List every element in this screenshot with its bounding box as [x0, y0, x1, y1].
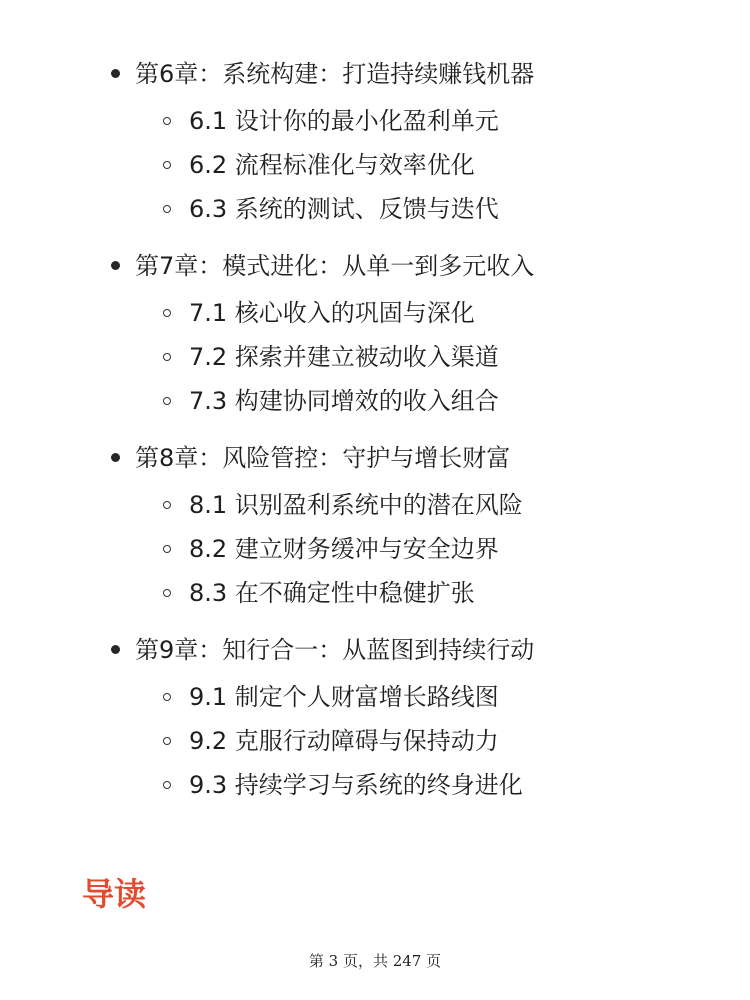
list-item — [0, 145, 750, 189]
section-title: 8.2 建立财务缓冲与安全边界 — [189, 535, 499, 563]
circle-bullet-icon — [163, 781, 171, 789]
chapter-title: 第7章：模式进化：从单一到多元收入 — [135, 252, 535, 280]
section-title: 9.3 持续学习与系统的终身进化 — [189, 771, 523, 799]
section-title: 7.3 构建协同增效的收入组合 — [189, 387, 499, 415]
circle-bullet-icon — [163, 205, 171, 213]
list-item — [0, 101, 750, 145]
section-title: 6.2 流程标准化与效率优化 — [189, 151, 475, 179]
circle-bullet-icon — [163, 309, 171, 317]
chapter-title: 第9章：知行合一：从蓝图到持续行动 — [135, 636, 535, 664]
section-title: 6.3 系统的测试、反馈与迭代 — [189, 195, 499, 223]
list-item — [0, 529, 750, 573]
circle-bullet-icon — [163, 545, 171, 553]
list-item — [0, 381, 750, 425]
section-heading: 导读 — [82, 875, 147, 913]
section-title: 9.2 克服行动障碍与保持动力 — [189, 727, 499, 755]
list-item — [0, 293, 750, 337]
circle-bullet-icon — [163, 501, 171, 509]
circle-bullet-icon — [163, 117, 171, 125]
section-title: 6.1 设计你的最小化盈利单元 — [189, 107, 499, 135]
chapter-title: 第8章：风险管控：守护与增长财富 — [135, 444, 511, 472]
section-title: 8.1 识别盈利系统中的潜在风险 — [189, 491, 523, 519]
bullet-icon — [111, 261, 120, 270]
section-title: 8.3 在不确定性中稳健扩张 — [189, 579, 475, 607]
table-of-contents — [0, 52, 750, 820]
bullet-icon — [111, 69, 120, 78]
chapter-8 — [0, 436, 750, 480]
circle-bullet-icon — [163, 353, 171, 361]
circle-bullet-icon — [163, 737, 171, 745]
list-item — [0, 765, 750, 809]
section-title: 9.1 制定个人财富增长路线图 — [189, 683, 499, 711]
chapter-7 — [0, 244, 750, 288]
list-item — [0, 337, 750, 381]
list-item — [0, 189, 750, 233]
chapter-8-sections — [0, 485, 750, 617]
bullet-icon — [111, 645, 120, 654]
section-title: 7.2 探索并建立被动收入渠道 — [189, 343, 499, 371]
circle-bullet-icon — [163, 589, 171, 597]
list-item — [0, 573, 750, 617]
list-item — [0, 721, 750, 765]
chapter-6-sections — [0, 101, 750, 233]
circle-bullet-icon — [163, 693, 171, 701]
circle-bullet-icon — [163, 161, 171, 169]
chapter-title: 第6章：系统构建：打造持续赚钱机器 — [135, 60, 535, 88]
chapter-9-sections — [0, 677, 750, 809]
chapter-9 — [0, 628, 750, 672]
chapter-6 — [0, 52, 750, 96]
section-title: 7.1 核心收入的巩固与深化 — [189, 299, 475, 327]
chapter-7-sections — [0, 293, 750, 425]
bullet-icon — [111, 453, 120, 462]
page-number-footer: 第 3 页，共 247 页 — [308, 952, 442, 970]
list-item — [0, 485, 750, 529]
circle-bullet-icon — [163, 397, 171, 405]
list-item — [0, 677, 750, 721]
